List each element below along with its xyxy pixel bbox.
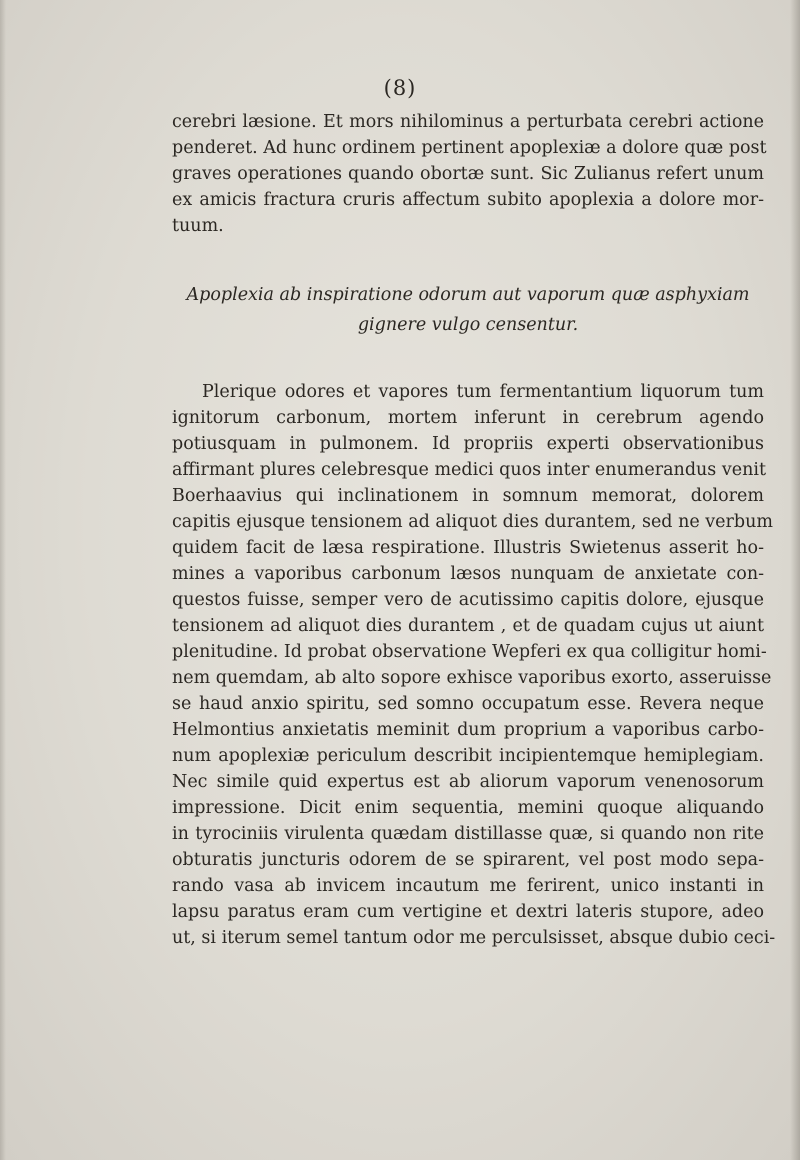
text-line: ex amicis fractura cruris affectum subito apoplexia a dolore mor- xyxy=(172,190,764,210)
section-title xyxy=(172,280,764,340)
page-right-shadow xyxy=(790,0,800,1160)
text-line: Boerhaavius qui inclinationem in somnum memorat, dolorem xyxy=(172,486,764,506)
text-line: plenitudine. Id probat observatione Wepferi ex qua colligitur homi- xyxy=(172,642,767,662)
text-line: Plerique odores et vapores tum fermentantium liquorum tum xyxy=(202,382,764,402)
page-left-shadow xyxy=(0,0,6,1160)
text-line: Nec simile quid expertus est ab aliorum vaporum venenosorum xyxy=(172,772,764,792)
text-line: penderet. Ad hunc ordinem pertinent apoplexiæ a dolore quæ post xyxy=(172,138,767,158)
text-line: tuum. xyxy=(172,216,224,236)
text-line: mines a vaporibus carbonum læsos nunquam de anxietate con- xyxy=(172,564,764,584)
text-line: questos fuisse, semper vero de acutissimo capitis dolore, ejusque xyxy=(172,590,764,610)
section-title-line: Apoplexia ab inspiratione odorum aut vaporum quæ asphyxiam xyxy=(186,285,750,305)
text-line: nem quemdam, ab alto sopore exhisce vaporibus exorto, asseruisse xyxy=(172,668,772,688)
text-line: potiusquam in pulmonem. Id propriis experti observationibus xyxy=(172,434,764,454)
section-title-line: gignere vulgo censentur. xyxy=(357,315,579,335)
text-line: cerebri læsione. Et mors nihilominus a perturbata cerebri actione xyxy=(172,112,764,132)
paragraph-1 xyxy=(172,109,767,239)
text-line: quidem facit de læsa respiratione. Illustris Swietenus asserit ho- xyxy=(172,538,764,558)
text-line: lapsu paratus eram cum vertigine et dextri lateris stupore, adeo xyxy=(172,902,764,922)
text-line: Helmontius anxietatis meminit dum proprium a vaporibus carbo- xyxy=(172,720,764,740)
text-line: ut, si iterum semel tantum odor me perculsisset, absque dubio ceci- xyxy=(172,928,776,948)
text-line: se haud anxio spiritu, sed somno occupatum esse. Revera neque xyxy=(172,694,764,714)
text-line: obturatis juncturis odorem de se spirarent, vel post modo sepa- xyxy=(172,850,764,870)
text-line: capitis ejusque tensionem ad aliquot dies durantem, sed ne verbum xyxy=(172,512,773,532)
page-number: (8) xyxy=(383,76,417,100)
text-line: in tyrociniis virulenta quædam distillasse quæ, si quando non rite xyxy=(172,824,764,844)
text-line: impressione. Dicit enim sequentia, memini quoque aliquando xyxy=(172,798,764,818)
text-line: rando vasa ab invicem incautum me ferirent, unico instanti in xyxy=(172,876,764,896)
paragraph-2 xyxy=(172,379,776,951)
text-line: ignitorum carbonum, mortem inferunt in cerebrum agendo xyxy=(172,408,764,428)
text-line: tensionem ad aliquot dies durantem , et de quadam cujus ut aiunt xyxy=(172,616,764,636)
text-line: num apoplexiæ periculum describit incipientemque hemiplegiam. xyxy=(172,746,764,766)
text-line: graves operationes quando obortæ sunt. Sic Zulianus refert unum xyxy=(172,164,764,184)
text-line: affirmant plures celebresque medici quos inter enumerandus venit xyxy=(172,460,766,480)
